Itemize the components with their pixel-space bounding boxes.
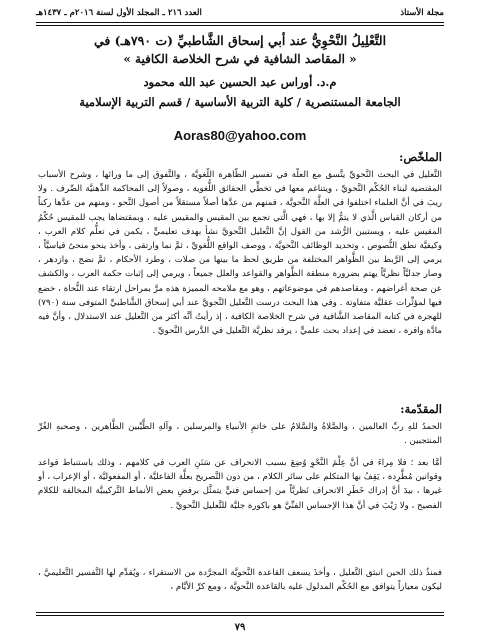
introduction-paragraph-3: فمنذُ ذلك الحين انبثق التَّعليل ، وأخذَ يسعف القاعدة النَّحويَّة المجرَّدة من الاستقراء ، ويُقدِّم لها التَّفسير التَّعليميَّ ، ليكون معياراً يتوافق مع الحُكْم المدلول عليه بالقاعدة النَّحويَّة ، ومع كرِّ الأيَّام ، [38, 568, 442, 593]
introduction-paragraph-1: الحمدُ للهِ ربِّ العالمين ، والصَّلاةُ والسَّلامُ على خاتمِ الأنبياءِ والمرسلين ، وآلهِ الطَّيِّبين الطَّاهرين ، وصحبهِ الغُرِّ المنتجبين . [38, 422, 442, 447]
abstract-text: التَّعليل في البحث النَّحويِّ يتَّسق مع العلَّة في تفسير الظَّاهرة اللُّغويَّة ، والتَّفوق إلى ما ورائها ، وشرح الأسباب المقتضية لبناء الحُكْم النَّحويِّ ، ويتناغم معها في تخطِّي الحقائق اللُّغوية ، وصولاً إلى المحاكمة الذِّهنيَّة الصِّرف . ولا ريبَ في أنَّ العلماء اختلفوا في العلَّة النَّحويَّة ، فمنهم من عدَّها أصلاً مستقلاً من أصول النَّحو ، ومنهم من عدَّها ركناً من أركان القياس الَّذي لا يتمُّ إلا بها ، فهي الَّتي تجمع بين المقيس والمقيس عليه ، وبمقتضاها يجب للمقيس حُكْمُ المقيس عليه ، ويستبين الرُّشد من القول إنَّ التَّعليل النَّحويَّ نشأ بهدف تعليميٍّ ، يكمن في تعلُّم كلام العرب ، وكيفيَّة نطق النُّصوص ، وتحديد الوظائف النَّحويَّة ، ووصف الواقع اللُّغويِّ ، ثمَّ نما وارتقى ، وأخذ ينحو منحىً قياسيَّاً ، يرمي إلى الرَّبط بين الظَّواهر المختلفة من طريق لحظ ما بينها من صلات ، وطرد الأحكام ، ثمَّ نضج ، وازدهر ، وصار جدليَّاً نظريَّاً يهتم بضرورة منطقة الظَّواهر والقواعد والعلل جميعاً ، ويرمي إلى إثبات حكمة العرب ، والكشف عن صحة أغراضهم ، ومقاصدهم في موضوعاتهم ، وهو مع ملامحه المميزة هذه مرَّ بمراحل ارتقاء عند النُّحاة ، خضع فيها لمؤثِّرات عقليَّة متفاوتة . وفي هذا البحث درست التَّعليل النَّحويَّ عند أبي إسحاق الشَّاطبيِّ المتوفى سنة (٧٩٠) للهجرة في كتابه المقاصد الشَّافية في شرح الخلاصة الكافية ، إذ رأيتُ أنَّه أكثر من التَّعليل عند الاستدلال ، وأنَّ فيه مادَّة وافرة ، تعضد في إعداد بحث علميٍّ ، يرفد نظريَّة التَّعليل في الدَّرس النَّحويِّ . [38, 170, 442, 337]
journal-name: مجلة الأستاذ [400, 8, 444, 18]
author-email: Aoras80@yahoo.com [173, 128, 307, 143]
introduction-paragraph-2: أمَّا بعد ؛ فلا مِراءَ في أنَّ عِلْمَ النَّحْوِ وُضِعَ بسبب الانحراف عن سَنَنِ العرب في كلامهم ، وذلك باستنباط قواعد وقوانين مُطَّرِدة ، يَقِفُ بها المتكلم على سائر الكلام ، من دون التَّصريح بعلَّة الفاعليَّة ، أو المفعوليَّة ، أو الإعراب ، أو غيرها ، بيدَ أنَّ إدراك خَطَرِ الانحراف نَظريَّاً من إحساس فنيٍّ يتمثَّل برفضِ بعض الأنماط التَّركيبيَّة المخالفة للكلام الفصيح ، ولا رَيْبَ في أنَّ هذا الإحساس الفنِّيَّ هو باكورة جليَّة للتَّعليل النَّحويِّ . [38, 458, 442, 511]
page-number: ٧٩ [234, 622, 246, 633]
paper-title-line1: التَّعْلِيلُ النَّحْوِيُّ عند أبي إسحاق الشَّاطبيِّ (ت ٧٩٠هـ) في [93, 33, 387, 48]
author-affiliation: الجامعة المستنصرية / كلية التربية الأساسية / قسم التربية الإسلامية [79, 95, 401, 109]
header-rule [36, 22, 444, 26]
author-name: م.د. أوراس عبد الحسين عبد الله محمود [143, 75, 337, 89]
title-block [40, 32, 440, 112]
paper-title-line2: « المقاصد الشافية في شرح الخلاصة الكافية » [123, 52, 357, 66]
footer-rule [36, 612, 444, 616]
introduction-heading: المقدّمة: [400, 402, 442, 416]
issue-info: العدد ٢١٦ ـ المجلد الأول لسنة ٢٠١٦م ـ ١٤٣٧هـ [36, 8, 202, 18]
running-header [36, 8, 444, 18]
abstract-heading: الملخّص: [399, 150, 442, 164]
